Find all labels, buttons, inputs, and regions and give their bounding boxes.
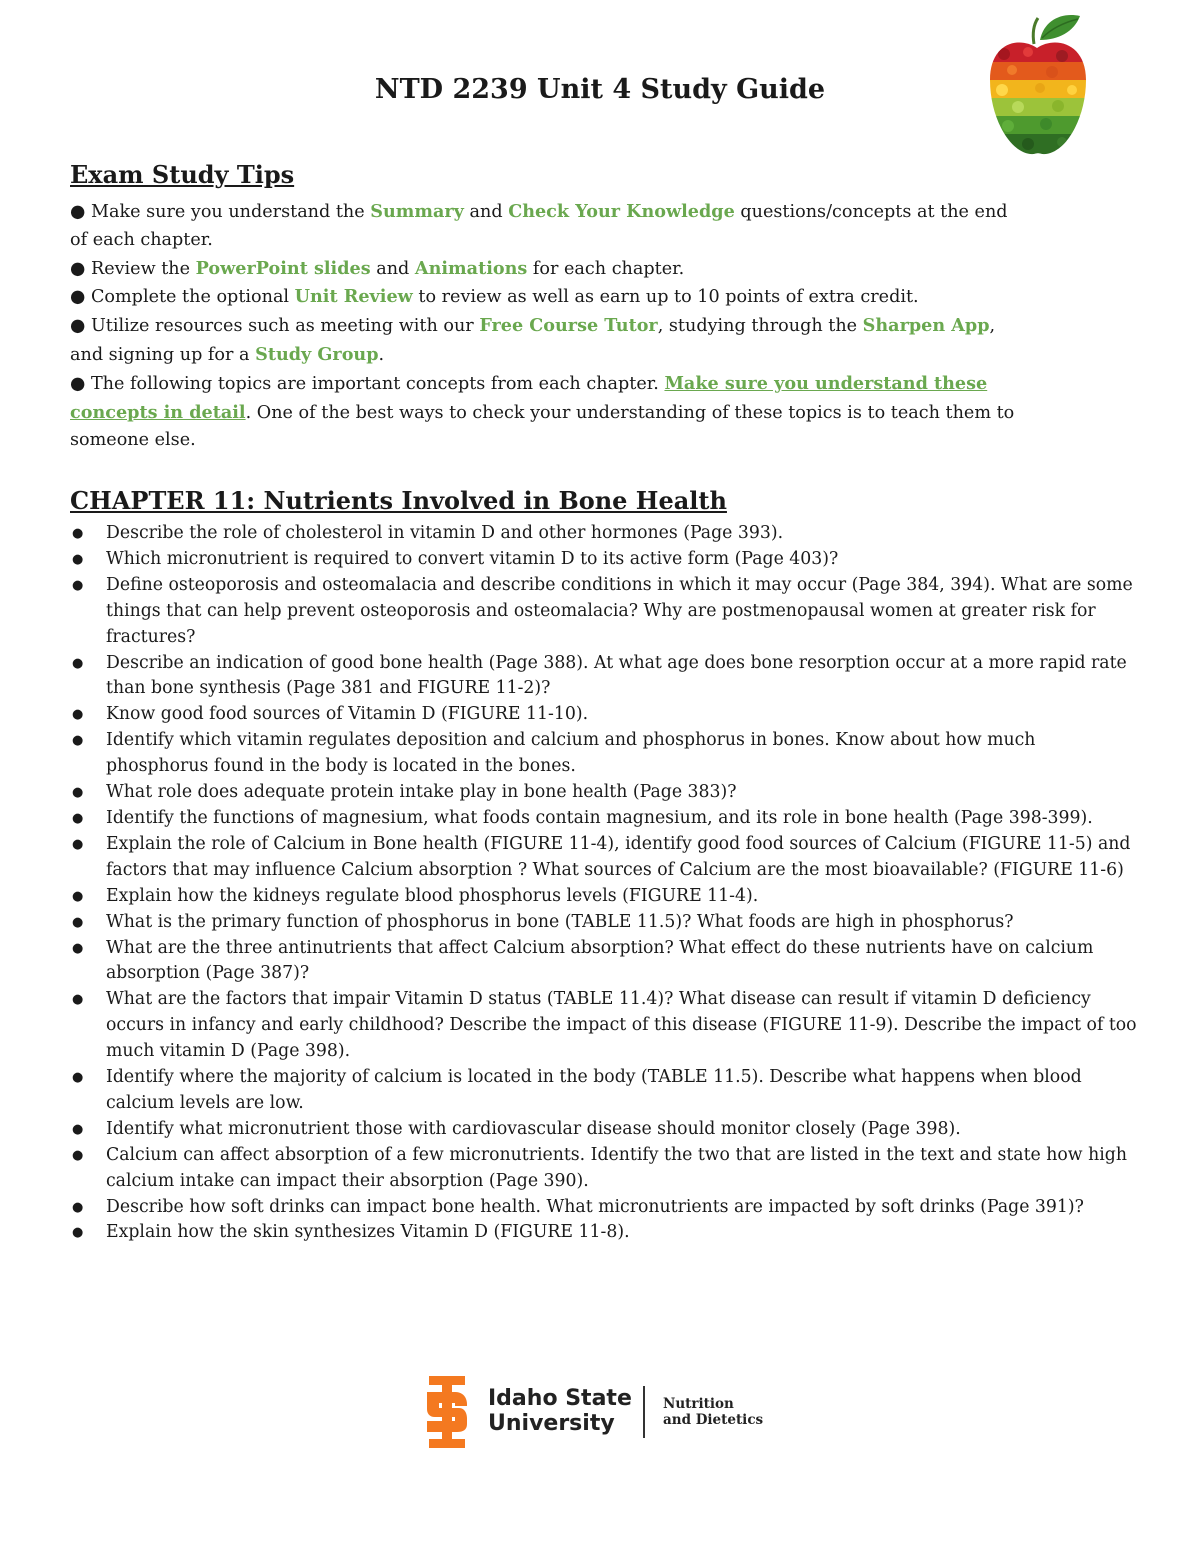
tip-text: and [370,258,415,279]
chapter-topic-text: Identify the functions of magnesium, what foods contain magnesium, and its role in bone health (Page 398-399). [106,807,1093,828]
university-name [488,1386,632,1436]
chapter-topic-text: Identify what micronutrient those with cardiovascular disease should monitor closely (Page 398). [106,1118,961,1139]
tip-resource-highlight: Make sure you understand these concepts in detail [70,372,988,423]
tip-resource-highlight: Study Group [255,343,379,365]
bullet-icon: ● [72,888,84,904]
chapter-topic-text: Which micronutrient is required to convert vitamin D to its active form (Page 403)? [106,548,839,569]
tip-text: to review as well as earn up to 10 points of extra credit. [412,287,919,308]
chapter-topic-text: Know good food sources of Vitamin D (FIGURE 11-10). [106,704,589,725]
tips-heading: Exam Study Tips [70,160,295,189]
bullet-icon: ● [72,1225,84,1241]
chapter-topic-item [70,936,1140,988]
department-name-line1: Nutrition [663,1396,734,1412]
tip-resource-highlight: Check Your Knowledge [508,201,735,222]
tip-text: questions/concepts at the end of each chapter. [70,202,1008,250]
bullet-icon: ● [72,785,84,801]
bullet-icon: ● [72,655,84,671]
bullet-icon: ● [72,577,84,593]
bullet-icon: ● [72,733,84,749]
bullet-icon: ● [72,810,84,826]
university-name-line2: University [488,1411,615,1436]
chapter-topic-item [70,573,1140,651]
chapter-topic-item [70,806,1140,832]
chapter-topic-text: What are the three antinutrients that affect Calcium absorption? What effect do these nutrients have on calcium absorption (Page 387)? [106,937,1094,984]
chapter-topic-text: Explain how the kidneys regulate blood phosphorus levels (FIGURE 11-4). [106,885,759,906]
tip-text: ● Utilize resources such as meeting with our [70,316,480,337]
chapter-topic-text: Explain the role of Calcium in Bone health (FIGURE 11-4), identify good food sources of Calcium (FIGURE 11-5) and factors that may influence Calcium absorption ? What sources of Calcium are the most bioavailable? (FIGURE 11-6) [106,833,1131,880]
bullet-icon: ● [72,940,84,956]
chapter-topic-item [70,780,1140,806]
bullet-icon: ● [72,551,84,567]
chapter-topic-text: Explain how the skin synthesizes Vitamin D (FIGURE 11-8). [106,1222,630,1243]
chapter-topic-text: Identify where the majority of calcium is located in the body (TABLE 11.5). Describe what happens when blood calcium levels are low. [106,1067,1082,1113]
chapter-topic-item [70,728,1140,780]
chapter-topic-text: What role does adequate protein intake play in bone health (Page 383)? [106,782,737,803]
chapter-topic-text: Describe an indication of good bone health (Page 388). At what age does bone resorption occur at a more rapid rate than bone synthesis (Page 381 and FIGURE 11-2)? [106,652,1127,699]
chapter-topic-item [70,1065,1140,1117]
university-name-line1: Idaho State [488,1386,632,1411]
chapter-topic-text: What are the factors that impair Vitamin D status (TABLE 11.4)? What disease can result if vitamin D deficiency occurs in infancy and early childhood? Describe the impact of this disease (FIGURE 11-9). Describe the impact of too much vitamin D (Page 398). [106,989,1137,1062]
tip-text: . [378,344,385,365]
bullet-icon: ● [72,1070,84,1086]
chapter-topic-text: What is the primary function of phosphorus in bone (TABLE 11.5)? What foods are high in phosphorus? [106,911,1014,932]
tip-resource-highlight: PowerPoint slides [195,257,371,279]
tip-text: . One of the best ways to check your understanding of these topics is to teach them to someone else. [70,402,1015,451]
university-logo [425,1376,765,1448]
tips-list [70,198,1030,455]
tip-item [70,255,1030,284]
tip-text: for each chapter. [527,258,685,279]
chapter-heading: CHAPTER 11: Nutrients Involved in Bone Health [70,486,727,515]
tip-item [70,370,1030,455]
bullet-icon: ● [72,1121,84,1137]
chapter-topic-item [70,987,1140,1065]
isu-monogram-icon [425,1376,469,1448]
chapter-topic-text: Describe how soft drinks can impact bone health. What micronutrients are impacted by soft drinks (Page 391)? [106,1196,1084,1217]
tip-text: ● Review the [70,258,196,279]
tip-text: , studying through the [657,316,863,337]
chapter-topic-list [70,521,1140,1246]
chapter-topic-item [70,1143,1140,1195]
chapter-topic-text: Calcium can affect absorption of a few micronutrients. Identify the two that are listed in the text and state how high calcium intake can impact their absorption (Page 390). [106,1144,1127,1191]
chapter-topic-item [70,547,1140,573]
chapter-topic-text: Define osteoporosis and osteomalacia and describe conditions in which it may occur (Page 384, 394). What are some things that can help prevent osteoporosis and osteomalacia? Why are postmenopausal women at greater risk for fractures? [106,574,1133,647]
chapter-topic-item [70,1195,1140,1221]
tip-item [70,283,1030,312]
tip-resource-highlight: Free Course Tutor [479,315,658,337]
department-name-line2: and Dietetics [663,1412,764,1428]
tip-text: and [463,202,509,222]
bullet-icon: ● [72,992,84,1008]
tip-text: , and signing up for a [70,316,996,365]
bullet-icon: ● [72,1199,84,1215]
bullet-icon: ● [72,836,84,852]
tip-text: ● The following topics are important concepts from each chapter. [70,373,665,394]
department-name [663,1396,763,1428]
chapter-topic-item [70,1220,1140,1246]
chapter-topic-text: Identify which vitamin regulates deposition and calcium and phosphorus in bones. Know about how much phosphorus found in the body is located in the bones. [106,730,1036,777]
bullet-icon: ● [72,914,84,930]
chapter-topic-item [70,651,1140,703]
chapter-topic-item [70,910,1140,936]
tip-item [70,198,1030,255]
tip-text: ● Make sure you understand the [70,202,371,222]
chapter-topic-item [70,832,1140,884]
tip-resource-highlight: Animations [414,257,528,279]
tip-text: ● Complete the optional [70,287,295,308]
tip-resource-highlight: Unit Review [294,286,413,308]
chapter-topic-item [70,884,1140,910]
bullet-icon: ● [72,526,84,541]
chapter-topic-item [70,1117,1140,1143]
page-title: NTD 2239 Unit 4 Study Guide [374,74,826,105]
tip-resource-highlight: Summary [370,201,464,222]
chapter-topic-text: Describe the role of cholesterol in vitamin D and other hormones (Page 393). [106,523,784,543]
tip-item [70,312,1030,370]
logo-divider [643,1386,645,1438]
chapter-topic-item [70,702,1140,728]
bullet-icon: ● [72,1147,84,1163]
tip-resource-highlight: Sharpen App [862,315,990,337]
bullet-icon: ● [72,707,84,723]
chapter-topic-item [70,521,1140,547]
